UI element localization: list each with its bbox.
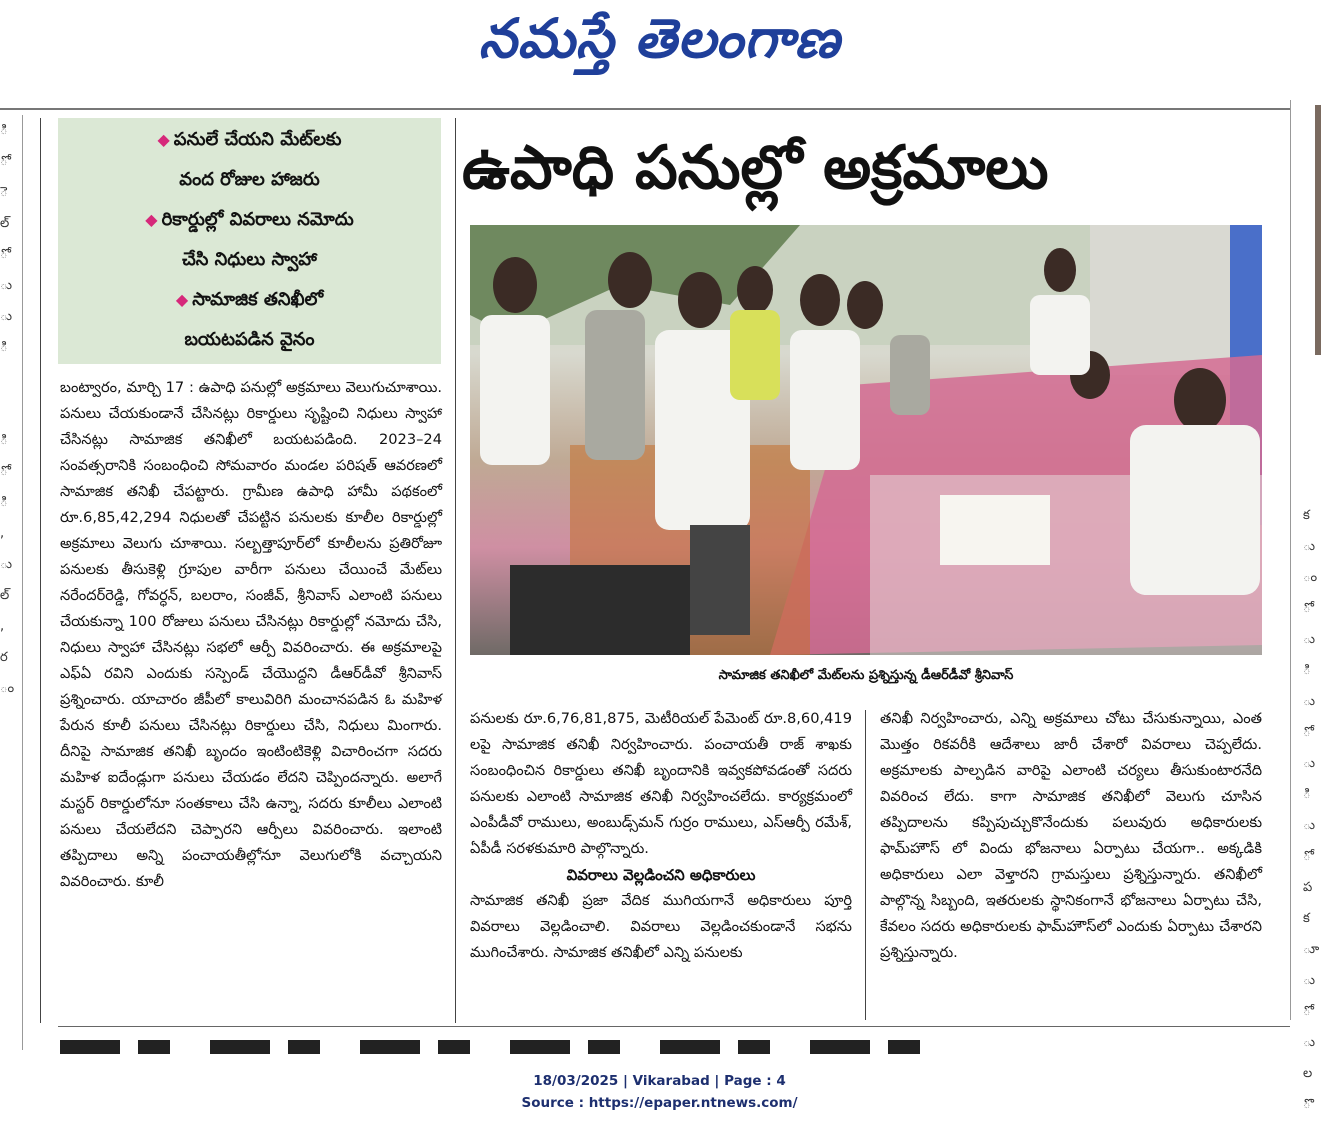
cropped-text-fragment [0, 921, 22, 952]
cropped-text-fragment: ం [0, 681, 15, 696]
article-paragraph: బంట్వారం, మార్చి 17 : ఉపాధి పనుల్లో అక్రమాలు వెలుగుచూశాయి. పనులు చేయకుండానే చేసినట్లు రికార్డులు సృష్టించి నిధులు స్వాహా చేసినట్లు సామాజిక తనిఖీలో బయటపడింది. 2023–24 సంవత్సరానికి సంబంధించి సోమవారం మండల పరిషత్ ఆవరణలో సామాజిక తనిఖీ చేపట్టారు. గ్రామీణ ఉపాధి హామీ పథకంలో రూ.6,85,42,294 నిధులతో చేపట్టిన పనులకు కూలీల రికార్డుల్లో అక్రమాలు వెలుగు చూశాయి. సల్బత్తాపూర్‌లో కూలీలను ప్రతిరోజూ పనులకు తీసుకెళ్లి గ్రూపుల వారీగా పనులు చేయించే మేట్‌లు నరేందర్‌రెడ్డి, గోవర్ధన్, బలరాం, సంజీవ్, శ్రీనివాస్ ఎలాంటి పనులు చేయకున్నా 100 రోజులు పనులు చేసినట్లు రికార్డుల్లో నమోదు చేసి, నిధులు స్వాహా చేసినట్లు సభలో ఆర్పీ వివరించారు. ఈ అక్రమాలపై ఎఫ్ఏ రవిని ఎందుకు సస్పెండ్ చేయొద్దని డీఆర్‌డీవో శ్రీనివాస్ ప్రశ్నించారు. యాచారం జీపీలో కాలువిరిగి మంచానపడిన ఓ మహిళ పేరున కూలీ పనులు చేసినట్లు రికార్డులు చేసి, నిధులు మింగారు. దీనిపై సామాజిక తనిఖీ బృందం ఇంటింటికెళ్లి విచారించగా సదరు మహిళ ఐదేండ్లుగా పనులు చేయడం లేదని చెప్పిందన్నారు. అలాగే మస్టర్ రికార్డులోనూ సంతకాలు చేసి ఉన్నా, సదరు కూలీలు ఎలాంటి పనులు చేయలేదని చెప్పారని ఆర్పీలు వివరించారు. ఇలాంటి తప్పిదాలు అన్ని పంచాయతీల్లోనూ వెలుగులోకి వచ్చాయని వివరించారు. కూలీ [60, 379, 442, 890]
cropped-text-fragment: ు [1303, 632, 1316, 647]
cropped-text-fragment: ు [1303, 973, 1316, 988]
cropped-text-fragment: ో [1303, 1004, 1311, 1019]
cropped-text-fragment [0, 859, 22, 890]
cropped-text-fragment: ర [0, 650, 8, 665]
highlight-line: చేసి నిధులు స్వాహా [182, 249, 317, 270]
right-neighbour-text [1303, 500, 1319, 1120]
highlight-line: బయటపడిన వైనం [184, 329, 315, 350]
column-rule [40, 118, 41, 1023]
cropped-text-fragment: ు [1303, 818, 1316, 833]
page-footer [0, 1070, 1319, 1114]
cropped-text-fragment: ు [0, 309, 13, 324]
cropped-text-fragment: క [1303, 911, 1310, 926]
cropped-text-fragment: ల్ [0, 588, 10, 603]
cropped-text-fragment: ో [0, 464, 8, 479]
cropped-text-fragment: ు [0, 557, 13, 572]
cropped-text-fragment: ి [0, 495, 8, 510]
cropped-text-fragment: ో [0, 247, 8, 262]
cropped-text-fragment: ు [1303, 539, 1316, 554]
cropped-text-fragment: ు [1303, 1035, 1316, 1050]
cropped-text-fragment [0, 890, 22, 921]
right-neighbour-photo [1315, 105, 1321, 355]
cropped-text-fragment: క [1303, 508, 1310, 523]
cropped-text-fragment: ి [0, 340, 8, 355]
cropped-text-fragment: ి [0, 433, 8, 448]
article-column-2 [470, 706, 852, 1021]
cropped-text-fragment [0, 704, 22, 735]
cropped-text-fragment: ి [1303, 663, 1311, 678]
cropped-text-fragment: ొ [1303, 1097, 1311, 1112]
bullet-diamond-icon: ◆ [157, 130, 170, 149]
cropped-text-fragment: ి [0, 123, 8, 138]
cropped-text-fragment: ల్ [0, 216, 10, 231]
right-neighbour-column [1290, 100, 1320, 1112]
cropped-text-fragment: ో [1303, 849, 1311, 864]
top-divider [0, 108, 1290, 110]
footer-source-link[interactable]: Source : https://epaper.ntnews.com/ [521, 1095, 798, 1111]
column-rule [865, 710, 866, 1020]
highlight-line: ◆ సామాజిక తనిఖీలో [175, 289, 324, 310]
cropped-text-fragment: ి [1303, 787, 1311, 802]
cropped-text-fragment: ో [0, 154, 8, 169]
highlights-box [58, 118, 441, 364]
highlight-line: ◆ రికార్డుల్లో వివరాలు నమోదు [145, 209, 354, 230]
cropped-text-fragment: ో [1303, 725, 1311, 740]
bullet-diamond-icon: ◆ [145, 210, 158, 229]
cropped-text-fragment: ో [1303, 601, 1311, 616]
cropped-text-fragment [0, 952, 22, 983]
article-column-1 [60, 375, 442, 1025]
cropped-text-fragment: ు [1303, 756, 1316, 771]
cropped-text-fragment: ె [0, 185, 8, 200]
cropped-text-fragment: ం [1303, 570, 1318, 585]
highlight-line: ◆ పనులే చేయని మేట్‌లకు [157, 129, 342, 150]
cropped-text-fragment: , [0, 619, 5, 634]
article-paragraph: సామాజిక తనిఖీ ప్రజా వేదిక ముగియగానే అధికారులు పూర్తి వివరాలు వెల్లడించాలి. వివరాలు వెల్లడించకుండానే సభను ముగించేశారు. సామాజిక తనిఖీలో ఎన్ని పనులకు [470, 892, 852, 961]
cropped-text-fragment [0, 394, 22, 425]
article-paragraph: పనులకు రూ.6,76,81,875, మెటీరియల్ పేమెంట్ రూ.8,60,419 లపై సామాజిక తనిఖీ నిర్వహించారు. పంచాయతీ రాజ్ శాఖకు సంబంధించిన రికార్డులు తనిఖీ బృందానికి ఇవ్వకపోవడంతో సదరు పనులకు ఎలాంటి సామాజిక తనిఖీ నిర్వహించలేదు. కార్యక్రమంలో ఎంపీడీవో రాములు, అంబుడ్స్‌మన్ గుర్రం రాములు, ఎస్ఆర్పీ రమేశ్, ఏపీడీ సరళకుమారి పాల్గొన్నారు. [470, 710, 852, 857]
bullet-diamond-icon: ◆ [175, 290, 189, 309]
next-story-headline-cropped [60, 1040, 945, 1054]
newspaper-logo-title: నమస్తే తెలంగాణ [478, 6, 841, 70]
photo-caption: సామాజిక తనిఖీలో మేట్‌లను ప్రశ్నిస్తున్న డీఆర్‌డీవో శ్రీనివాస్ [718, 668, 1014, 683]
cropped-text-fragment: ప [1303, 880, 1313, 895]
article-subheading: వివరాలు వెల్లడించని అధికారులు [566, 866, 756, 884]
cropped-text-fragment [0, 363, 22, 394]
bottom-divider [58, 1026, 1290, 1027]
masthead [0, 0, 1319, 95]
cropped-text-fragment [0, 735, 22, 766]
cropped-text-fragment: , [0, 526, 5, 541]
cropped-text-fragment [0, 983, 22, 1014]
cropped-text-fragment [0, 766, 22, 797]
cropped-text-fragment [0, 797, 22, 828]
news-photo-illustration [470, 225, 1262, 655]
highlight-line: వంద రోజుల హాజరు [179, 169, 320, 190]
footer-edition-info: 18/03/2025 | Vikarabad | Page : 4 [533, 1073, 786, 1089]
cropped-text-fragment: ు [0, 278, 13, 293]
article-column-3 [880, 706, 1262, 1021]
cropped-text-fragment: ల [1303, 1066, 1313, 1081]
cropped-text-fragment: ు [1303, 694, 1316, 709]
article-headline: ఉపాధి పనుల్లో అక్రమాలు [462, 133, 1049, 203]
news-photo [470, 225, 1262, 655]
article-paragraph: తనిఖీ నిర్వహించారు, ఎన్ని అక్రమాలు చోటు చేసుకున్నాయి, ఎంత మొత్తం రికవరీకి ఆదేశాలు జారీ చేశారో వివరాలు చెప్పలేదు. అక్రమాలకు పాల్పడిన వారిపై ఎలాంటి చర్యలు తీసుకుంటారనేది వివరించ లేదు. కాగా సామాజిక తనిఖీలో వెలుగు చూసిన తప్పిదాలను కప్పిపుచ్చుకొనేందుకు పలువురు అధికారులకు ఫామ్‌హౌస్ లో విందు భోజనాలు ఏర్పాటు చేయగా.. అక్కడికి అధికారులు ఎలా వెళ్తారని గ్రామస్తులు ప్రశ్నిస్తున్నారు. తనిఖీలో పాల్గొన్న సిబ్బంది, ఇతరులకు స్థానికంగానే భోజనాలు ఏర్పాటు చేసి, కేవలం సదరు అధికారులకు ఫామ్‌హౌస్‌లో ఎందుకు ఏర్పాటు చేశారని ప్రశ్నిస్తున్నారు. [880, 710, 1262, 961]
cropped-text-fragment: ూ [1303, 942, 1320, 957]
left-neighbour-column [0, 115, 23, 1050]
cropped-text-fragment [0, 828, 22, 859]
column-rule [455, 118, 456, 1023]
